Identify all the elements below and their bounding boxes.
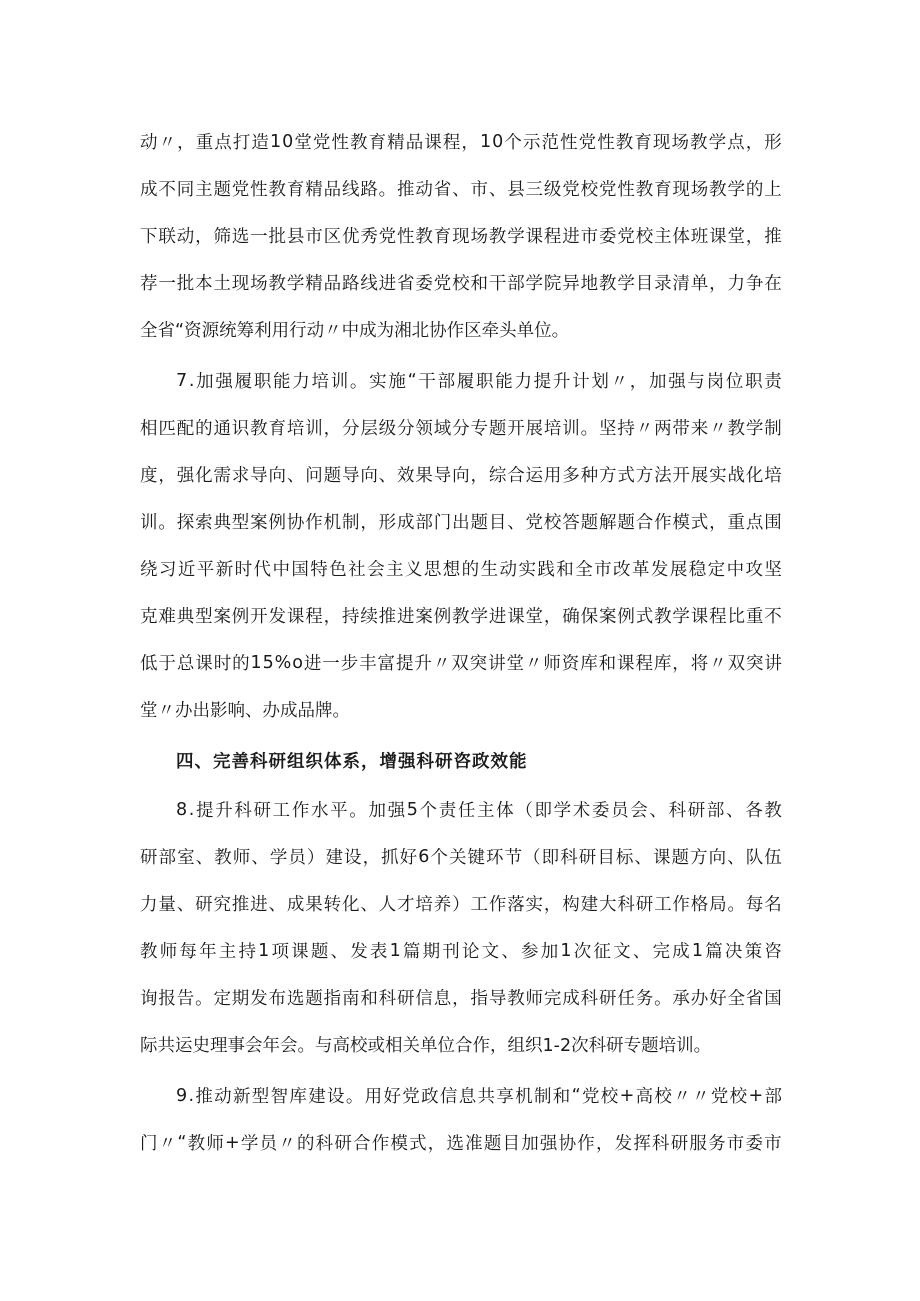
text-line: 度 ， 强 化 需 求 导 向 、 问 题 导 向 、 效 果 导 向 ， 综 合 运 用 多 种 方 式 方 法 开 展 实 战 化 培: [140, 466, 782, 486]
text-line: 低 于 总 课 时 的 1 5 % o 进 一 步 丰 富 提 升 〃 双 突 讲 堂 〃 师 资 库 和 课 程 库 ， 将 〃 双 突 讲: [140, 652, 782, 674]
text-line: 9 . 推 动 新 型 智 库 建 设 。 用 好 党 政 信 息 共 享 机 制 和 “ 党 校 + 高 校 〃 〃 党 校 + 部: [176, 1085, 782, 1107]
paragraph-9: [140, 1072, 782, 1166]
paragraph-7: [140, 357, 782, 733]
paragraph-8: [140, 786, 782, 1068]
section-heading: 四、完善科研组织体系，增强科研咨政效能: [176, 752, 528, 772]
text-line: 研 部 室 、 教 师 、 学 员 ） 建 设 ， 抓 好 6 个 关 键 环 节 （ 即 科 研 目 标 、 课 题 方 向 、 队 伍: [140, 846, 782, 868]
text-line: 教 师 每 年 主 持 1 项 课 题 、 发 表 1 篇 期 刊 论 文 、 参 加 1 次 征 文 、 完 成 1 篇 决 策 咨: [140, 940, 782, 962]
text-line: 门 〃 “ 教 师 + 学 员 〃 的 科 研 合 作 模 式 ， 选 准 题 目 加 强 协 作 ， 发 挥 科 研 服 务 市 委 市: [140, 1132, 782, 1154]
text-line: 相 匹 配 的 通 识 教 育 培 训 ， 分 层 级 分 领 域 分 专 题 开 展 培 训 。 坚 持 〃 两 带 来 〃 教 学 制: [140, 419, 782, 439]
text-line: 训 。 探 索 典 型 案 例 协 作 机 制 ， 形 成 部 门 出 题 目 、 党 校 答 题 解 题 合 作 模 式 ， 重 点 围: [140, 513, 782, 533]
text-line: 克 难 典 型 案 例 开 发 课 程 ， 持 续 推 进 案 例 教 学 进 课 堂 ， 确 保 案 例 式 教 学 课 程 比 重 不: [140, 607, 782, 627]
text-line: 动 〃 ， 重 点 打 造 1 0 堂 党 性 教 育 精 品 课 程 ， 1 0 个 示 范 性 党 性 教 育 现 场 教 学 点 ， 形: [140, 131, 782, 153]
text-line: 8 . 提 升 科 研 工 作 水 平 。 加 强 5 个 责 任 主 体 （ 即 学 术 委 员 会 、 科 研 部 、 各 教: [176, 799, 782, 821]
text-line: 荐 一 批 本 土 现 场 教 学 精 品 路 线 进 省 委 党 校 和 干 部 学 院 异 地 教 学 目 录 清 单 ， 力 争 在: [140, 274, 782, 294]
text-line: 下 联 动 ， 筛 选 一 批 县 市 区 优 秀 党 性 教 育 现 场 教 学 课 程 进 市 委 党 校 主 体 班 课 堂 ， 推: [140, 227, 782, 247]
text-line: 际共运史理事会年会。与高校或相关单位合作，组织1-2次科研专题培训。: [140, 1036, 712, 1056]
text-line: 绕 习 近 平 新 时 代 中 国 特 色 社 会 主 义 思 想 的 生 动 实 践 和 全 市 改 革 发 展 稳 定 中 攻 坚: [140, 560, 782, 580]
text-line: 7 . 加 强 履 职 能 力 培 训 。 实 施 “ 干 部 履 职 能 力 提 升 计 划 〃 ， 加 强 与 岗 位 职 责: [176, 370, 782, 392]
paragraph-6-continued: [140, 118, 782, 353]
text-line: 力 量 、 研 究 推 进 、 成 果 转 化 、 人 才 培 养 ） 工 作 落 实 ， 构 建 大 科 研 工 作 格 局 。 每 名: [140, 895, 782, 915]
text-line: 全省“资源统筹利用行动〃中成为湘北协作区牵头单位。: [140, 321, 570, 341]
document-page: [140, 118, 782, 1166]
text-line: 询 报 告 。 定 期 发 布 选 题 指 南 和 科 研 信 息 ， 指 导 教 师 完 成 科 研 任 务 。 承 办 好 全 省 国: [140, 989, 782, 1009]
text-line: 成 不 同 主 题 党 性 教 育 精 品 线 路 。 推 动 省 、 市 、 县 三 级 党 校 党 性 教 育 现 场 教 学 的 上: [140, 180, 782, 200]
text-line: 堂〃办出影响、办成品牌。: [140, 701, 350, 721]
